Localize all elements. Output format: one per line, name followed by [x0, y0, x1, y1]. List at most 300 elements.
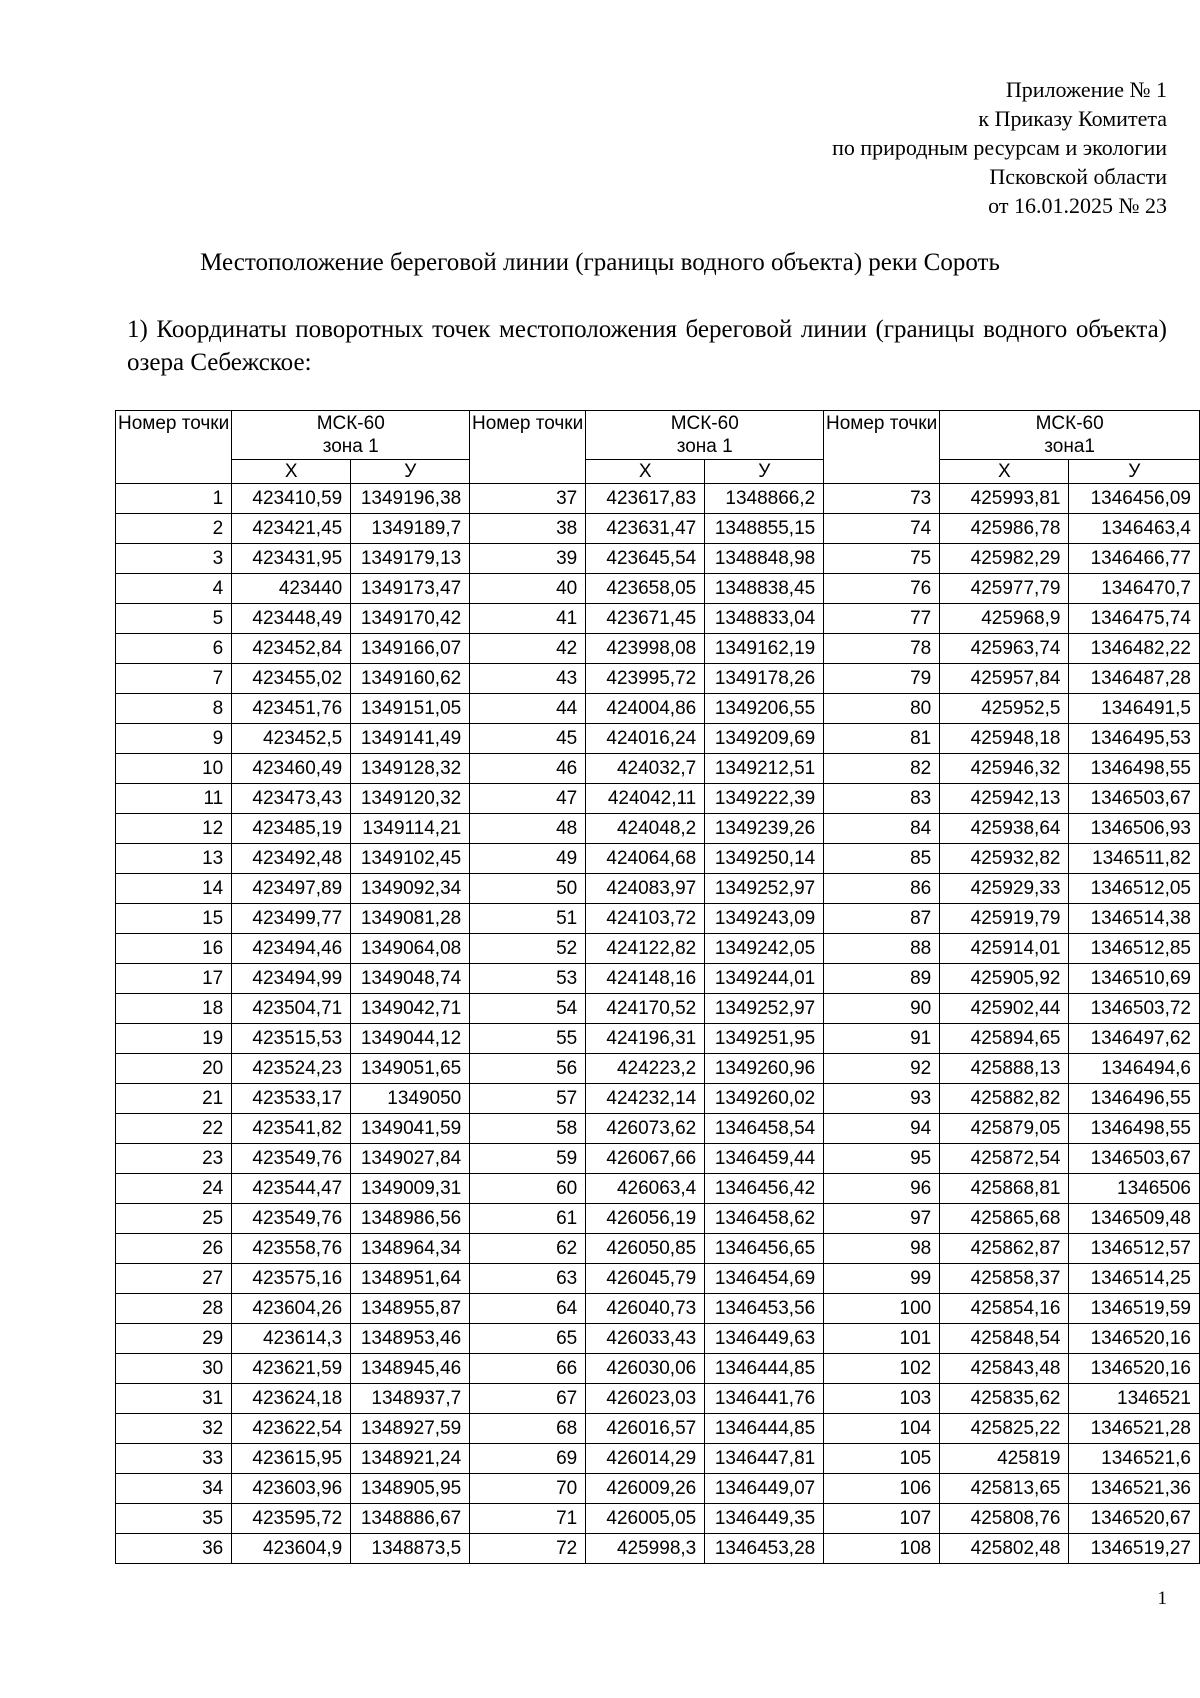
- table-row: [824, 1294, 1200, 1324]
- point-number-cell: 69: [470, 1444, 586, 1474]
- y-coordinate-cell: 1346447,81: [705, 1444, 824, 1474]
- table-row: [116, 1054, 470, 1084]
- point-number-cell: 55: [470, 1024, 586, 1054]
- table-row: [824, 994, 1200, 1024]
- y-coordinate-cell: 1346491,5: [1069, 694, 1200, 724]
- point-number-cell: 85: [824, 844, 940, 874]
- y-coordinate-cell: 1349239,26: [705, 814, 824, 844]
- x-coordinate-cell: 423452,84: [232, 634, 351, 664]
- y-coordinate-cell: 1348937,7: [351, 1384, 470, 1414]
- x-coordinate-cell: 424122,82: [586, 934, 705, 964]
- point-number-cell: 87: [824, 904, 940, 934]
- table-row: [116, 994, 470, 1024]
- point-number-cell: 63: [470, 1264, 586, 1294]
- y-coordinate-cell: 1346497,62: [1069, 1024, 1200, 1054]
- table-row: [470, 604, 824, 634]
- table-row: [470, 964, 824, 994]
- x-coordinate-cell: 425914,01: [940, 934, 1069, 964]
- table-row: [116, 874, 470, 904]
- x-coordinate-cell: 426063,4: [586, 1174, 705, 1204]
- x-coordinate-cell: 425986,78: [940, 514, 1069, 544]
- point-number-cell: 6: [116, 634, 232, 664]
- y-coordinate-cell: 1349102,45: [351, 844, 470, 874]
- x-coordinate-cell: 426009,26: [586, 1474, 705, 1504]
- point-number-cell: 52: [470, 934, 586, 964]
- point-number-cell: 20: [116, 1054, 232, 1084]
- table-row: [470, 1084, 824, 1114]
- y-coordinate-cell: 1346456,65: [705, 1234, 824, 1264]
- point-number-cell: 4: [116, 574, 232, 604]
- y-coordinate-cell: 1346512,05: [1069, 874, 1200, 904]
- x-coordinate-cell: 423492,48: [232, 844, 351, 874]
- table-row: [116, 814, 470, 844]
- y-coordinate-cell: 1346449,35: [705, 1504, 824, 1534]
- x-coordinate-cell: 426005,05: [586, 1504, 705, 1534]
- table-row: [470, 544, 824, 574]
- table-row: [470, 1534, 824, 1564]
- x-coordinate-cell: 425942,13: [940, 784, 1069, 814]
- y-coordinate-cell: 1346503,67: [1069, 1144, 1200, 1174]
- x-coordinate-cell: 424083,97: [586, 874, 705, 904]
- x-coordinate-cell: 424042,11: [586, 784, 705, 814]
- table-row: [824, 1174, 1200, 1204]
- table-row: [116, 694, 470, 724]
- table-row: [470, 784, 824, 814]
- x-coordinate-cell: 423549,76: [232, 1204, 351, 1234]
- y-coordinate-cell: 1349081,28: [351, 904, 470, 934]
- point-number-cell: 77: [824, 604, 940, 634]
- table-row: [116, 724, 470, 754]
- table-row: [824, 844, 1200, 874]
- table-row: [470, 1294, 824, 1324]
- y-coordinate-cell: 1346458,54: [705, 1114, 824, 1144]
- point-number-cell: 102: [824, 1354, 940, 1384]
- table-body: [116, 484, 470, 1564]
- table-row: [824, 814, 1200, 844]
- table-row: [116, 1504, 470, 1534]
- point-number-cell: 88: [824, 934, 940, 964]
- point-number-cell: 73: [824, 484, 940, 514]
- table-row: [116, 1264, 470, 1294]
- point-number-cell: 90: [824, 994, 940, 1024]
- document-title: Местоположение береговой линии (границы водного объекта) реки Сороть: [200, 249, 1000, 276]
- table-row: [470, 1234, 824, 1264]
- table-row: [824, 664, 1200, 694]
- x-coordinate-cell: 425905,92: [940, 964, 1069, 994]
- point-number-cell: 45: [470, 724, 586, 754]
- y-coordinate-cell: 1346498,55: [1069, 1114, 1200, 1144]
- section-heading: 1) Координаты поворотных точек местоположения береговой линии (границы водного объекта) озера Себежское:: [127, 316, 1167, 376]
- coordinate-zone-label: зона 1: [676, 436, 733, 457]
- y-coordinate-cell: 1346510,69: [1069, 964, 1200, 994]
- table-row: [470, 1354, 824, 1384]
- y-coordinate-cell: 1349222,39: [705, 784, 824, 814]
- table-row: [470, 484, 824, 514]
- point-number-cell: 23: [116, 1144, 232, 1174]
- point-number-cell: 36: [116, 1534, 232, 1564]
- table-row: [470, 514, 824, 544]
- y-coordinate-cell: 1349209,69: [705, 724, 824, 754]
- y-coordinate-cell: 1346521: [1069, 1384, 1200, 1414]
- table-row: [470, 1024, 824, 1054]
- y-coordinate-cell: 1349141,49: [351, 724, 470, 754]
- point-number-cell: 38: [470, 514, 586, 544]
- point-number-cell: 81: [824, 724, 940, 754]
- x-coordinate-cell: 425902,44: [940, 994, 1069, 1024]
- x-coordinate-cell: 423998,08: [586, 634, 705, 664]
- point-number-cell: 27: [116, 1264, 232, 1294]
- point-number-cell: 1: [116, 484, 232, 514]
- y-coordinate-cell: 1349114,21: [351, 814, 470, 844]
- table-row: [116, 754, 470, 784]
- table-row: [470, 1474, 824, 1504]
- point-number-cell: 14: [116, 874, 232, 904]
- y-coordinate-cell: 1349242,05: [705, 934, 824, 964]
- table-row: [824, 694, 1200, 724]
- y-coordinate-cell: 1346463,4: [1069, 514, 1200, 544]
- point-number-cell: 22: [116, 1114, 232, 1144]
- table-row: [116, 604, 470, 634]
- y-coordinate-cell: 1346521,36: [1069, 1474, 1200, 1504]
- y-coordinate-cell: 1346521,28: [1069, 1414, 1200, 1444]
- x-coordinate-cell: 423494,99: [232, 964, 351, 994]
- header-coordinate-system: [232, 411, 470, 460]
- coordinate-zone-label: зона 1: [322, 436, 379, 457]
- x-coordinate-cell: 426050,85: [586, 1234, 705, 1264]
- table-row: [824, 1114, 1200, 1144]
- point-number-cell: 59: [470, 1144, 586, 1174]
- x-coordinate-cell: 425982,29: [940, 544, 1069, 574]
- header-line: Псковской области: [989, 164, 1167, 189]
- x-coordinate-cell: 423452,5: [232, 724, 351, 754]
- y-coordinate-cell: 1346521,6: [1069, 1444, 1200, 1474]
- table-row: [470, 1444, 824, 1474]
- point-number-cell: 53: [470, 964, 586, 994]
- table-row: [824, 1324, 1200, 1354]
- point-number-cell: 84: [824, 814, 940, 844]
- table-row: [824, 1264, 1200, 1294]
- point-number-cell: 66: [470, 1354, 586, 1384]
- x-coordinate-cell: 423431,95: [232, 544, 351, 574]
- point-number-cell: 46: [470, 754, 586, 784]
- x-coordinate-cell: 423440: [232, 574, 351, 604]
- point-number-cell: 65: [470, 1324, 586, 1354]
- point-number-cell: 16: [116, 934, 232, 964]
- point-number-cell: 76: [824, 574, 940, 604]
- table-row: [470, 904, 824, 934]
- table-row: [116, 484, 470, 514]
- table-row: [116, 1084, 470, 1114]
- y-coordinate-cell: 1348945,46: [351, 1354, 470, 1384]
- y-coordinate-cell: 1346456,42: [705, 1174, 824, 1204]
- point-number-cell: 61: [470, 1204, 586, 1234]
- point-number-cell: 79: [824, 664, 940, 694]
- point-number-cell: 82: [824, 754, 940, 784]
- header-point-number: Номер точки: [470, 411, 586, 484]
- point-number-cell: 37: [470, 484, 586, 514]
- y-coordinate-cell: 1349251,95: [705, 1024, 824, 1054]
- y-coordinate-cell: 1346514,38: [1069, 904, 1200, 934]
- y-coordinate-cell: 1349196,38: [351, 484, 470, 514]
- y-coordinate-cell: 1349178,26: [705, 664, 824, 694]
- x-coordinate-cell: 423614,3: [232, 1324, 351, 1354]
- x-coordinate-cell: 425808,76: [940, 1504, 1069, 1534]
- table-row: [824, 1504, 1200, 1534]
- y-coordinate-cell: 1349260,96: [705, 1054, 824, 1084]
- x-coordinate-cell: 423485,19: [232, 814, 351, 844]
- y-coordinate-cell: 1348866,2: [705, 484, 824, 514]
- point-number-cell: 44: [470, 694, 586, 724]
- point-number-cell: 62: [470, 1234, 586, 1264]
- y-coordinate-cell: 1346519,27: [1069, 1534, 1200, 1564]
- point-number-cell: 29: [116, 1324, 232, 1354]
- y-coordinate-cell: 1349042,71: [351, 994, 470, 1024]
- y-coordinate-cell: 1346519,59: [1069, 1294, 1200, 1324]
- point-number-cell: 74: [824, 514, 940, 544]
- table-row: [470, 994, 824, 1024]
- x-coordinate-cell: 424016,24: [586, 724, 705, 754]
- x-coordinate-cell: 423995,72: [586, 664, 705, 694]
- y-coordinate-cell: 1346506,93: [1069, 814, 1200, 844]
- table-row: [116, 1144, 470, 1174]
- y-coordinate-cell: 1346520,16: [1069, 1324, 1200, 1354]
- x-coordinate-cell: 424232,14: [586, 1084, 705, 1114]
- table-row: [116, 1414, 470, 1444]
- header-x: Х: [940, 460, 1069, 484]
- table-row: [116, 664, 470, 694]
- header-line: по природным ресурсам и экологии: [832, 135, 1167, 160]
- y-coordinate-cell: 1348986,56: [351, 1204, 470, 1234]
- point-number-cell: 106: [824, 1474, 940, 1504]
- point-number-cell: 42: [470, 634, 586, 664]
- point-number-cell: 48: [470, 814, 586, 844]
- point-number-cell: 24: [116, 1174, 232, 1204]
- y-coordinate-cell: 1349206,55: [705, 694, 824, 724]
- y-coordinate-cell: 1346466,77: [1069, 544, 1200, 574]
- table-row: [824, 1444, 1200, 1474]
- table-row: [470, 874, 824, 904]
- y-coordinate-cell: 1346520,16: [1069, 1354, 1200, 1384]
- table-row: [470, 1324, 824, 1354]
- point-number-cell: 15: [116, 904, 232, 934]
- x-coordinate-cell: 425894,65: [940, 1024, 1069, 1054]
- x-coordinate-cell: 425938,64: [940, 814, 1069, 844]
- y-coordinate-cell: 1346454,69: [705, 1264, 824, 1294]
- point-number-cell: 58: [470, 1114, 586, 1144]
- y-coordinate-cell: 1346520,67: [1069, 1504, 1200, 1534]
- x-coordinate-cell: 423645,54: [586, 544, 705, 574]
- point-number-cell: 93: [824, 1084, 940, 1114]
- y-coordinate-cell: 1349170,42: [351, 604, 470, 634]
- y-coordinate-cell: 1346503,67: [1069, 784, 1200, 814]
- coordinates-table-1: [115, 410, 470, 1564]
- y-coordinate-cell: 1349179,13: [351, 544, 470, 574]
- table-row: [824, 514, 1200, 544]
- x-coordinate-cell: 423658,05: [586, 574, 705, 604]
- point-number-cell: 10: [116, 754, 232, 784]
- y-coordinate-cell: 1349064,08: [351, 934, 470, 964]
- header-y: У: [1069, 460, 1200, 484]
- x-coordinate-cell: 423595,72: [232, 1504, 351, 1534]
- point-number-cell: 28: [116, 1294, 232, 1324]
- table-row: [824, 1354, 1200, 1384]
- point-number-cell: 68: [470, 1414, 586, 1444]
- table-row: [824, 604, 1200, 634]
- point-number-cell: 31: [116, 1384, 232, 1414]
- y-coordinate-cell: 1346496,55: [1069, 1084, 1200, 1114]
- y-coordinate-cell: 1349151,05: [351, 694, 470, 724]
- table-row: [470, 574, 824, 604]
- point-number-cell: 25: [116, 1204, 232, 1234]
- y-coordinate-cell: 1346487,28: [1069, 664, 1200, 694]
- x-coordinate-cell: 425929,33: [940, 874, 1069, 904]
- x-coordinate-cell: 423603,96: [232, 1474, 351, 1504]
- point-number-cell: 8: [116, 694, 232, 724]
- table-row: [824, 1204, 1200, 1234]
- x-coordinate-cell: 423515,53: [232, 1024, 351, 1054]
- table-body: [824, 484, 1200, 1564]
- table-row: [824, 1054, 1200, 1084]
- point-number-cell: 57: [470, 1084, 586, 1114]
- x-coordinate-cell: 425998,3: [586, 1534, 705, 1564]
- x-coordinate-cell: 423494,46: [232, 934, 351, 964]
- y-coordinate-cell: 1348964,34: [351, 1234, 470, 1264]
- x-coordinate-cell: 425835,62: [940, 1384, 1069, 1414]
- point-number-cell: 9: [116, 724, 232, 754]
- table-row: [824, 1234, 1200, 1264]
- x-coordinate-cell: 423544,47: [232, 1174, 351, 1204]
- y-coordinate-cell: 1349050: [351, 1084, 470, 1114]
- table-row: [470, 1174, 824, 1204]
- header-point-number: Номер точки: [116, 411, 232, 484]
- page-number: 1: [1157, 1588, 1167, 1609]
- point-number-cell: 108: [824, 1534, 940, 1564]
- point-number-cell: 3: [116, 544, 232, 574]
- y-coordinate-cell: 1348873,5: [351, 1534, 470, 1564]
- x-coordinate-cell: 423410,59: [232, 484, 351, 514]
- header-point-number: Номер точки: [824, 411, 940, 484]
- table-row: [116, 934, 470, 964]
- table-row: [116, 1444, 470, 1474]
- table-row: [824, 544, 1200, 574]
- x-coordinate-cell: 423473,43: [232, 784, 351, 814]
- x-coordinate-cell: 424103,72: [586, 904, 705, 934]
- point-number-cell: 99: [824, 1264, 940, 1294]
- x-coordinate-cell: 424148,16: [586, 964, 705, 994]
- table-row: [824, 1384, 1200, 1414]
- point-number-cell: 39: [470, 544, 586, 574]
- table-row: [824, 754, 1200, 784]
- y-coordinate-cell: 1346459,44: [705, 1144, 824, 1174]
- table-row: [116, 1114, 470, 1144]
- x-coordinate-cell: 424064,68: [586, 844, 705, 874]
- table-row: [116, 634, 470, 664]
- y-coordinate-cell: 1348905,95: [351, 1474, 470, 1504]
- x-coordinate-cell: 425882,82: [940, 1084, 1069, 1114]
- point-number-cell: 43: [470, 664, 586, 694]
- table-row: [116, 514, 470, 544]
- table-row: [116, 1474, 470, 1504]
- x-coordinate-cell: 425932,82: [940, 844, 1069, 874]
- y-coordinate-cell: 1349260,02: [705, 1084, 824, 1114]
- y-coordinate-cell: 1346511,82: [1069, 844, 1200, 874]
- x-coordinate-cell: 425952,5: [940, 694, 1069, 724]
- x-coordinate-cell: 423421,45: [232, 514, 351, 544]
- table-row: [470, 1114, 824, 1144]
- x-coordinate-cell: 425858,37: [940, 1264, 1069, 1294]
- appendix-header: [647, 75, 1167, 220]
- x-coordinate-cell: 425813,65: [940, 1474, 1069, 1504]
- table-row: [470, 1054, 824, 1084]
- y-coordinate-cell: 1349048,74: [351, 964, 470, 994]
- header-coordinate-system: [940, 411, 1200, 460]
- y-coordinate-cell: 1349252,97: [705, 874, 824, 904]
- point-number-cell: 7: [116, 664, 232, 694]
- point-number-cell: 104: [824, 1414, 940, 1444]
- y-coordinate-cell: 1348848,98: [705, 544, 824, 574]
- point-number-cell: 80: [824, 694, 940, 724]
- table-row: [116, 1354, 470, 1384]
- y-coordinate-cell: 1346494,6: [1069, 1054, 1200, 1084]
- x-coordinate-cell: 426067,66: [586, 1144, 705, 1174]
- table-row: [470, 694, 824, 724]
- y-coordinate-cell: 1349250,14: [705, 844, 824, 874]
- y-coordinate-cell: 1348921,24: [351, 1444, 470, 1474]
- y-coordinate-cell: 1349252,97: [705, 994, 824, 1024]
- x-coordinate-cell: 424196,31: [586, 1024, 705, 1054]
- table-row: [470, 724, 824, 754]
- x-coordinate-cell: 426033,43: [586, 1324, 705, 1354]
- point-number-cell: 21: [116, 1084, 232, 1114]
- y-coordinate-cell: 1346444,85: [705, 1354, 824, 1384]
- table-row: [824, 934, 1200, 964]
- y-coordinate-cell: 1349092,34: [351, 874, 470, 904]
- y-coordinate-cell: 1346512,85: [1069, 934, 1200, 964]
- table-row: [116, 1204, 470, 1234]
- y-coordinate-cell: 1346506: [1069, 1174, 1200, 1204]
- x-coordinate-cell: 424032,7: [586, 754, 705, 784]
- y-coordinate-cell: 1346444,85: [705, 1414, 824, 1444]
- x-coordinate-cell: 423671,45: [586, 604, 705, 634]
- table-row: [116, 1324, 470, 1354]
- y-coordinate-cell: 1349009,31: [351, 1174, 470, 1204]
- y-coordinate-cell: 1348951,64: [351, 1264, 470, 1294]
- point-number-cell: 86: [824, 874, 940, 904]
- x-coordinate-cell: 426056,19: [586, 1204, 705, 1234]
- x-coordinate-cell: 423497,89: [232, 874, 351, 904]
- table-row: [116, 1534, 470, 1564]
- x-coordinate-cell: 423617,83: [586, 484, 705, 514]
- point-number-cell: 5: [116, 604, 232, 634]
- point-number-cell: 17: [116, 964, 232, 994]
- x-coordinate-cell: 423621,59: [232, 1354, 351, 1384]
- x-coordinate-cell: 423604,26: [232, 1294, 351, 1324]
- x-coordinate-cell: 425946,32: [940, 754, 1069, 784]
- point-number-cell: 71: [470, 1504, 586, 1534]
- y-coordinate-cell: 1346453,28: [705, 1534, 824, 1564]
- point-number-cell: 100: [824, 1294, 940, 1324]
- table-row: [116, 964, 470, 994]
- x-coordinate-cell: 426073,62: [586, 1114, 705, 1144]
- point-number-cell: 70: [470, 1474, 586, 1504]
- point-number-cell: 30: [116, 1354, 232, 1384]
- table-row: [824, 634, 1200, 664]
- table-row: [824, 724, 1200, 754]
- y-coordinate-cell: 1349189,7: [351, 514, 470, 544]
- point-number-cell: 92: [824, 1054, 940, 1084]
- x-coordinate-cell: 423541,82: [232, 1114, 351, 1144]
- y-coordinate-cell: 1346449,63: [705, 1324, 824, 1354]
